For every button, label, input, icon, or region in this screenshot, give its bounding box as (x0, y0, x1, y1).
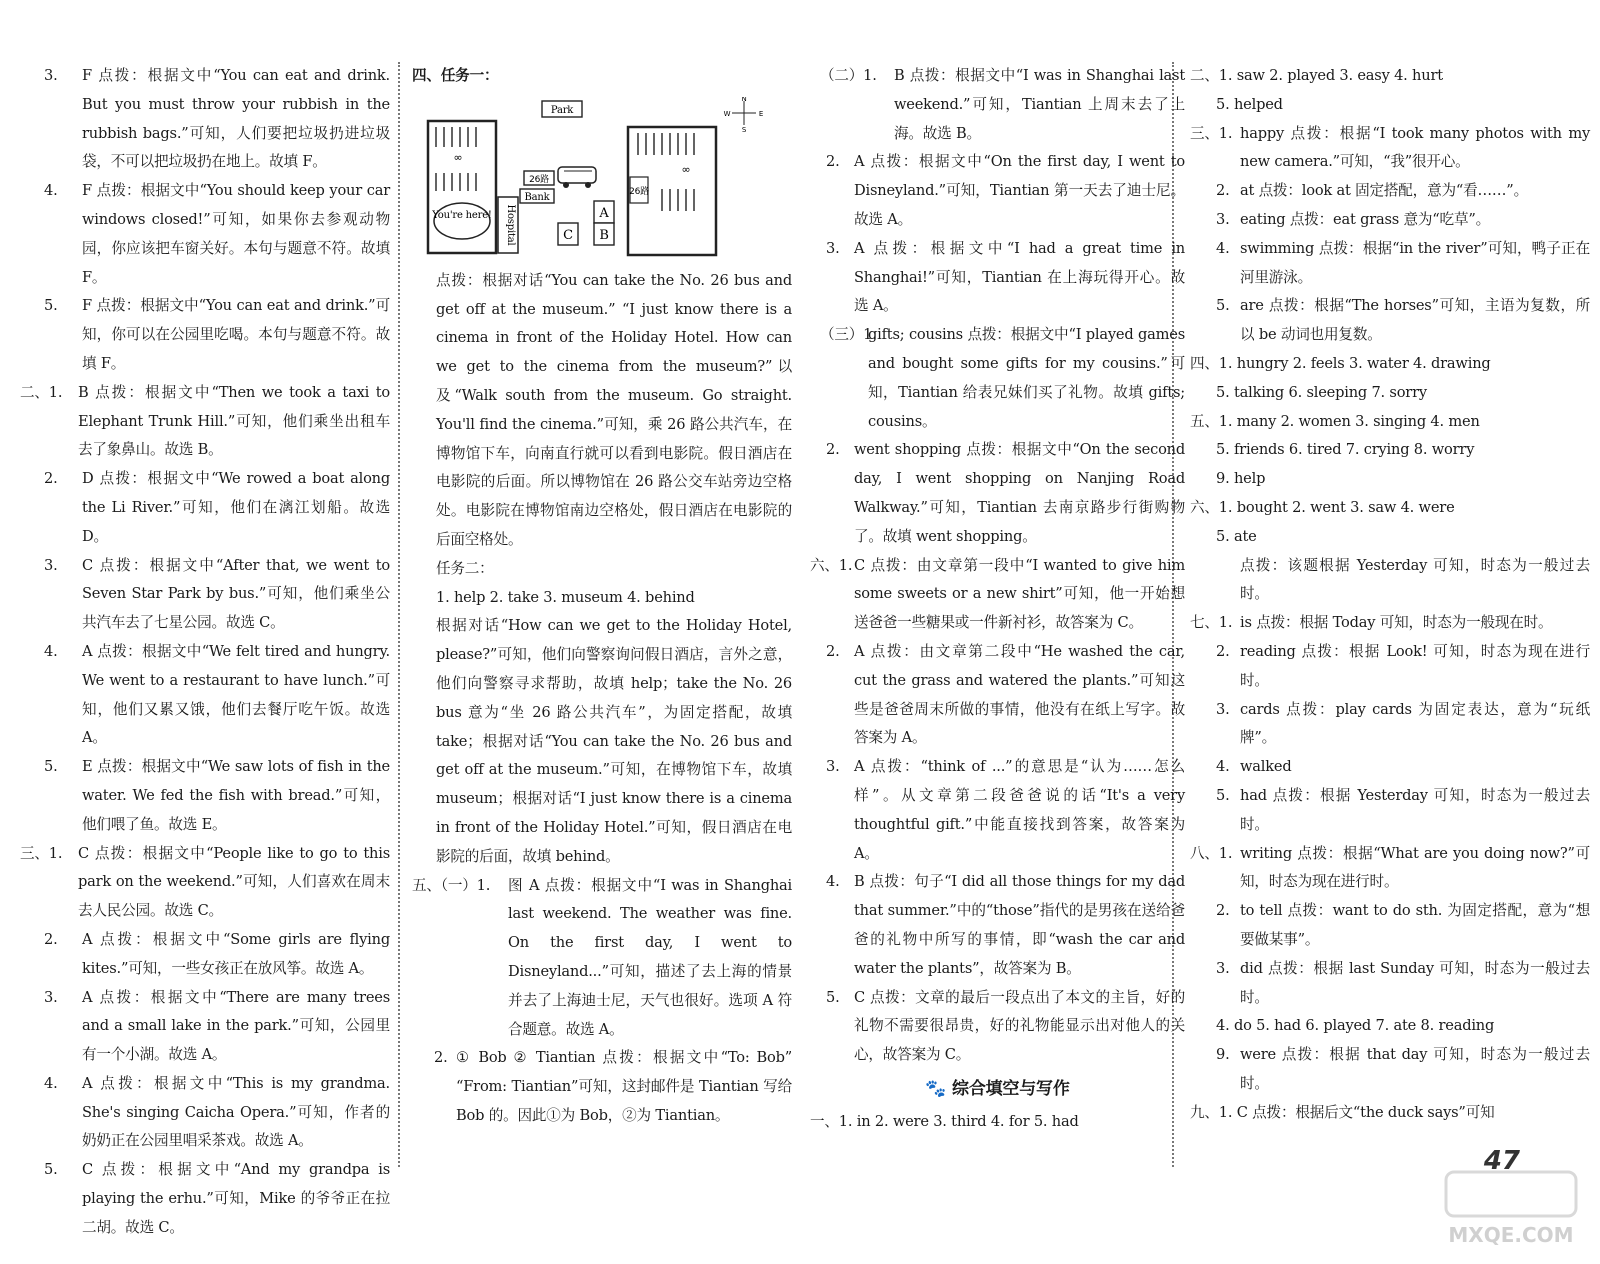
answer-item (1190, 292, 1590, 350)
answer-line: 九、1. C 点拨：根据后文“the duck says”可知 (1190, 1103, 1495, 1121)
answer-text: A 点拨：根据文中“I had a great time in Shanghai!”可知，Tiantian 在上海玩得开心。故选 A。 (854, 239, 1185, 315)
question-number: 3. (44, 988, 58, 1006)
question-number: 三、1. (20, 844, 63, 862)
question-number: 2. (1216, 182, 1230, 200)
question-number: 2. (44, 930, 58, 948)
svg-text:N: N (741, 96, 747, 103)
answer-line: 9. help (1216, 470, 1266, 488)
answer-text: C 点拨：根据文中“After that, we went to Seven Star Park by bus.”可知，他们乘坐公共汽车去了七星公园。故选 C。 (82, 556, 390, 632)
answer-text: B 点拨：根据文中“I was in Shanghai last weekend.”可知，Tiantian 上周末去了上海。故选 B。 (894, 67, 1185, 142)
answer-item (20, 1156, 390, 1242)
answer-text: B 点拨：根据文中“Then we took a taxi to Elephant Trunk Hill.”可知，他们乘坐出租车去了象鼻山。故选 B。 (78, 383, 390, 459)
answer-text: C 点拨：文章的最后一段点出了本文的主旨，好的礼物不需要很昂贵，好的礼物能显示出对他人的关心，故答案为 C。 (854, 988, 1185, 1064)
answer-text: were 点拨：根据 that day 可知，时态为一般过去时。 (1240, 1046, 1590, 1092)
answer-text: 点拨：该题根据 Yesterday 可知，时态为一般过去时。 (1240, 556, 1590, 603)
question-number: 4. (826, 873, 840, 891)
answer-text: A 点拨：根据文中“On the first day, I went to Disneyland.”可知，Tiantian 第一天去了迪士尼。故选 A。 (854, 153, 1185, 228)
answer-column-4 (1190, 62, 1590, 1127)
hospital-label: Hospital (505, 204, 516, 246)
map-explanation: 点拨：根据对话“You can take the No. 26 bus and get off at the museum.” “I just know there is a cinema in front of the Holiday Hotel. How can we get to the cinema from the museum?”以及“Walk south from the museum. Go straight. You'll find the cinema.”可知，乘 26 路公共汽车，在博物馆下车，向南直行就可以看到电影院。假日酒店在电影院的后面。所以博物馆在 26 路公交车站旁边空格处。电影院在博物馆南边空格处，假日酒店在电影院的后面空格处。 (436, 271, 792, 548)
answer-text: C 点拨：由文章第一段中“I wanted to give him some sweets or a new shirt”可知，他一开始想送爸爸一些糖果或一件新衬衫，故答案为 C。 (854, 556, 1185, 632)
answer-item (810, 868, 1185, 983)
question-number: 2. (826, 441, 840, 459)
answer-text: walked (1240, 758, 1292, 776)
answer-text: B 点拨：句子“I did all those things for my dad that summer.”中的“those”指代的是男孩在送给爸爸的礼物中所写的事情，即“wash the car and water the plants”，故答案为 B。 (854, 873, 1185, 977)
compass-icon (724, 97, 763, 134)
answer-item (1190, 1041, 1590, 1099)
page-number: 47 (1483, 1146, 1520, 1176)
answer-text: eating 点拨：eat grass 意为“吃草”。 (1240, 210, 1490, 228)
question-number: 2. (1216, 642, 1230, 660)
answer-text: gifts; cousins 点拨：根据文中“I played games and bought some gifts for my cousins.”可知，Tiantian 给表兄妹们买了礼物。故填 gifts; cousins。 (868, 326, 1185, 430)
answer-text: is 点拨：根据 Today 可知，时态为一般现在时。 (1240, 614, 1553, 632)
answer-line: 四、1. hungry 2. feels 3. water 4. drawing (1190, 354, 1491, 372)
task-two-heading: 任务二： (436, 559, 494, 577)
answer-text: F 点拨：根据文中“You should keep your car windows closed!”可知，如果你去参观动物园，你应该把车窗关好。本句与题意不符。故填 F。 (82, 182, 390, 286)
svg-text:E: E (758, 109, 764, 118)
section-title: 🐾 综合填空与写作 (925, 1078, 1070, 1099)
answer-item (1190, 955, 1590, 1013)
answer-item (412, 1044, 792, 1130)
task-two-explanation: 根据对话“How can we get to the Holiday Hotel, please?”可知，他们向警察询问假日酒店，言外之意，他们向警察寻求帮助，故填 help；take the No. 26 bus 意为“坐 26 路公共汽车”，为固定搭配，故填 take；根据对话“You can take the No. 26 bus and get off at the museum.”可知，在博物馆下车，故填 museum；根据对话“I just know there is a cinema in front of the Holiday Hotel.”可知，假日酒店在电影院的后面，故填 behind。 (436, 617, 792, 865)
answer-text: cards 点拨：play cards 为固定表达，意为“玩纸牌”。 (1240, 700, 1590, 747)
question-number: 3. (1216, 210, 1230, 228)
answer-item (810, 552, 1185, 638)
answer-item (1190, 638, 1590, 696)
site-watermark (1436, 1164, 1586, 1252)
answer-item (1190, 840, 1590, 898)
answer-item (1190, 120, 1590, 178)
answer-line: 5. ate (1216, 527, 1257, 545)
bus-stop-label-2: 26路 (629, 186, 649, 197)
answer-item (810, 436, 1185, 551)
question-number: 五、（一）1. (412, 876, 491, 894)
answer-item (1190, 696, 1590, 754)
question-number: 二、1. (20, 383, 63, 401)
answer-item (20, 62, 390, 177)
answer-item (810, 148, 1185, 234)
answer-item (20, 379, 390, 465)
answer-text: did 点拨：根据 last Sunday 可知，时态为一般过去时。 (1240, 959, 1590, 1006)
map-diagram (424, 97, 764, 257)
answer-text: are 点拨：根据“The horses”可知，主语为复数，所以 be 动词也用复数。 (1240, 297, 1590, 344)
you-are-here-label: You're here! (432, 209, 492, 221)
question-number: 2. (44, 470, 58, 488)
fill-answers: 一、1. in 2. were 3. third 4. for 5. had (810, 1112, 1079, 1130)
answer-item (20, 840, 390, 926)
answer-text: ① Bob ② Tiantian 点拨：根据文中“To: Bob” “From: Tiantian”可知，这封邮件是 Tiantian 写给 Bob 的。因此①为 Bob，②为 Tiantian。 (456, 1049, 792, 1124)
question-number: 三、1. (1190, 124, 1233, 142)
answer-text: A 点拨：根据文中“Some girls are flying kites.”可知，一些女孩正在放风筝。故选 A。 (82, 930, 390, 977)
answer-item (412, 872, 792, 1045)
question-number: 3. (44, 556, 58, 574)
question-number: 3. (44, 67, 58, 84)
question-number: 3. (1216, 700, 1230, 718)
question-number: 9. (1216, 1046, 1230, 1064)
svg-text:S: S (741, 125, 747, 134)
answer-item (810, 984, 1185, 1070)
answer-item (810, 753, 1185, 868)
answer-text: C 点拨：根据文中“And my grandpa is playing the erhu.”可知，Mike 的爷爷正在拉二胡。故选 C。 (82, 1161, 390, 1236)
answer-text: F 点拨：根据文中“You can eat and drink. But you must throw your rubbish in the rubbish bags.”可知，人们要把垃圾扔进垃圾袋，不可以把垃圾扔在地上。故填 F。 (82, 67, 390, 171)
answer-column-1 (20, 62, 390, 1243)
question-number: 4. (44, 1074, 58, 1092)
answer-item (1190, 206, 1590, 235)
answer-item (20, 638, 390, 753)
bus-stop-label: 26路 (529, 174, 549, 185)
answer-text: to tell 点拨：want to do sth. 为固定搭配，意为“想要做某事”。 (1240, 902, 1590, 948)
park-label: Park (550, 104, 574, 116)
answer-line: 六、1. bought 2. went 3. saw 4. were (1190, 498, 1455, 516)
blank-c: C (563, 227, 573, 243)
paw-icon: 🐾 (925, 1078, 947, 1099)
svg-text:MXQE.COM: MXQE.COM (1448, 1223, 1574, 1247)
answer-item (1190, 609, 1590, 638)
question-number: 5. (1216, 786, 1230, 804)
answer-item (1190, 897, 1590, 955)
task-two-answers: 1. help 2. take 3. museum 4. behind (436, 588, 695, 606)
question-number: 5. (826, 988, 840, 1006)
answer-item (20, 177, 390, 292)
question-number: 2. (434, 1049, 448, 1067)
question-number: 5. (1216, 297, 1230, 315)
answer-item (20, 926, 390, 984)
question-number: 七、1. (1190, 614, 1233, 632)
answer-text: at 点拨：look at 固定搭配，意为“看……”。 (1240, 182, 1528, 200)
svg-text:W: W (723, 109, 731, 118)
answer-item (1190, 177, 1590, 206)
answer-text: writing 点拨：根据“What are you doing now?”可知，时态为现在进行时。 (1240, 844, 1590, 891)
question-number: 4. (44, 642, 58, 660)
question-number: 2. (1216, 902, 1230, 920)
road-sign-icon: ∞ (681, 162, 691, 176)
answer-item (20, 1070, 390, 1156)
answer-text: 图 A 点拨：根据文中“I was in Shanghai last weekend. The weather was fine. On the first day, I went to Disneyland...”可知，描述了去上海的情景并去了上海迪士尼，天气也很好。选项 A 符合题意。故选 A。 (508, 876, 792, 1038)
answer-line: 二、1. saw 2. played 3. easy 4. hurt (1190, 67, 1443, 84)
question-number: 4. (1216, 239, 1230, 257)
answer-text: A 点拨：根据文中“We felt tired and hungry. We went to a restaurant to have lunch.”可知，他们又累又饿，他们去餐厅吃午饭。故选 A。 (82, 642, 390, 747)
answer-item (810, 321, 1185, 436)
question-number: 4. (1216, 758, 1230, 776)
answer-text: reading 点拨：根据 Look! 可知，时态为现在进行时。 (1240, 642, 1590, 689)
answer-item (810, 235, 1185, 321)
question-number: 5. (44, 1161, 58, 1179)
question-number: 5. (44, 297, 58, 315)
answer-text: F 点拨：根据文中“You can eat and drink.”可知，你可以在公园里吃喝。本句与题意不符。故填 F。 (82, 297, 390, 372)
bank-label: Bank (524, 191, 550, 203)
answer-text: had 点拨：根据 Yesterday 可知，时态为一般过去时。 (1240, 786, 1590, 833)
question-number: 八、1. (1190, 844, 1233, 862)
answer-item (810, 62, 1185, 148)
answer-text: A 点拨：根据文中“This is my grandma. She's singing Caicha Opera.”可知，作者的奶奶正在公园里唱采茶戏。故选 A。 (82, 1074, 390, 1150)
answer-item (20, 984, 390, 1070)
you-are-here-bubble (434, 203, 490, 239)
answer-text: A 点拨：由文章第二段中“He washed the car, cut the grass and watered the plants.”可知这些是爸爸周末所做的事情，他没有在纸上写字。故答案为 A。 (854, 642, 1185, 747)
road-sign-icon: ∞ (453, 150, 463, 164)
answer-text: swimming 点拨：根据“in the river”可知，鸭子正在河里游泳。 (1240, 239, 1590, 286)
answer-text: E 点拨：根据文中“We saw lots of fish in the water. We fed the fish with bread.”可知，他们喂了鱼。故选 E。 (82, 758, 390, 833)
question-number: 六、1. (810, 556, 853, 574)
answer-text: D 点拨：根据文中“We rowed a boat along the Li River.”可知，他们在漓江划船。故选 D。 (82, 470, 390, 545)
answer-text: A 点拨：“think of ...”的意思是“认为……怎么样”。从文章第二段爸爸说的话“It's a very thoughtful gift.”中能直接找到答案，故答案为 A。 (854, 758, 1185, 862)
answer-item (20, 465, 390, 551)
answer-line: 五、1. many 2. women 3. singing 4. men (1190, 412, 1480, 430)
question-number: 3. (826, 239, 840, 257)
answer-item (1190, 782, 1590, 840)
question-number: 2. (826, 642, 840, 660)
answer-item (1190, 753, 1590, 782)
answer-column-2 (412, 62, 792, 1131)
question-number: 3. (826, 758, 840, 776)
question-number: 3. (1216, 959, 1230, 977)
answer-line: 4. do 5. had 6. played 7. ate 8. reading (1216, 1017, 1495, 1035)
question-number: 5. (44, 758, 58, 776)
answer-item (20, 753, 390, 839)
question-number: 2. (826, 153, 840, 171)
question-number: （三）1. (820, 326, 877, 344)
answer-text: went shopping 点拨：根据文中“On the second day, I went shopping on Nanjing Road Walkway.”可知，Tiantian 去南京路步行街购物了。故填 went shopping。 (854, 441, 1185, 545)
question-number: 4. (44, 182, 58, 200)
bus-icon (558, 167, 596, 188)
answer-column-3 (810, 62, 1185, 1137)
answer-line: 5. friends 6. tired 7. crying 8. worry (1216, 441, 1475, 459)
answer-text: C 点拨：根据文中“People like to go to this park on the weekend.”可知，人们喜欢在周末去人民公园。故选 C。 (78, 844, 390, 920)
answer-text: A 点拨：根据文中“There are many trees and a small lake in the park.”可知，公园里有一个小湖。故选 A。 (82, 988, 390, 1064)
answer-line: 5. talking 6. sleeping 7. sorry (1216, 383, 1427, 401)
answer-item (1190, 235, 1590, 293)
section-heading: 四、任务一： (412, 67, 499, 84)
answer-item (1190, 552, 1590, 610)
street-map (424, 97, 792, 261)
blank-a: A (599, 205, 609, 221)
blank-b: B (599, 227, 609, 243)
answer-text: happy 点拨：根据“I took many photos with my new camera.”可知，“我”很开心。 (1240, 124, 1590, 171)
question-number: （二）1. (820, 67, 877, 84)
answer-line: 5. helped (1216, 95, 1283, 113)
answer-item (20, 292, 390, 378)
answer-item (810, 638, 1185, 753)
answer-item (20, 552, 390, 638)
column-divider (398, 62, 400, 1167)
